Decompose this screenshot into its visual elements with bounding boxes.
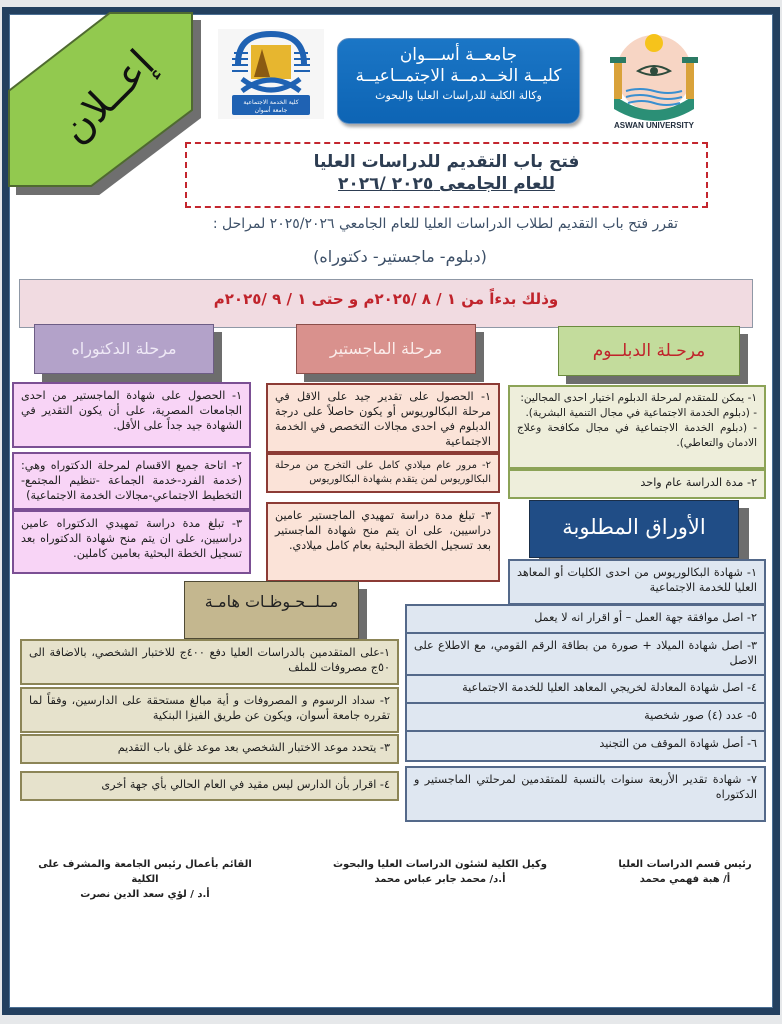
document-item-1: ١- شهادة البكالوريوس من احدى الكليات أو المعاهد العليا للخدمة الاجتماعية: [508, 559, 766, 605]
signature-name: أ.د/ محمد جابر عباس محمد: [374, 874, 506, 885]
stage-masters-title: مرحلة الماجستير: [296, 324, 476, 374]
masters-item-1: ١- الحصول على تقدير جيد على الاقل في مرحلة البكالوريوس أو يكون حاصلاً على درجة الدبلوم في احدى مجالات التخصص في الخدمة الاجتماعية: [266, 383, 500, 453]
masters-item-2: ٢- مرور عام ميلادي كامل على التخرج من مرحلة البكالوريوس لمن يتقدم بشهادة البكالوريوس: [266, 453, 500, 493]
document-item-4: ٤- اصل شهادة المعادلة لخريجي المعاهد العليا للخدمة الاجتماعية: [405, 674, 766, 704]
faculty-header: [337, 38, 580, 124]
announcement-text: إعــلان: [52, 41, 164, 153]
faculty-name: كليــة الخــدمــة الاجتمــاعيــة: [355, 66, 562, 86]
university-logo-caption: ASWAN UNIVERSITY: [613, 121, 695, 130]
stage-phd-title: مرحلة الدكتوراه: [34, 324, 214, 374]
note-item-4: ٤- اقرار بأن الدارس ليس مقيد في العام الحالي بأي جهة أخرى: [20, 771, 399, 801]
university-name: جامعــة أســـوان: [399, 45, 518, 65]
signature-role: القائم بأعمال رئيس الجامعة والمشرف على الكلية: [38, 859, 252, 885]
signature-name: أ.د / لؤي سعد الدين نصرت: [80, 889, 210, 900]
signature-role: رئيس قسم الدراسات العليا: [618, 859, 752, 870]
phd-item-1: ١- الحصول على شهادة الماجستير من احدى الجامعات المصرية، على أن يكون التقدير في الشهادة جيد جداً على الأقل.: [12, 382, 251, 448]
office-name: وكالة الكلية للدراسات العليا والبحوث: [375, 89, 542, 102]
signature-block: [25, 857, 265, 902]
programs-text: (دبلوم- ماجستير- دكتوراه): [313, 247, 487, 266]
title-line-2: للعام الجامعى ٢٠٢٥ /٢٠٢٦: [338, 174, 555, 194]
phd-item-2: ٢- اتاحة جميع الاقسام لمرحلة الدكتوراه وهي:(خدمة الفرد-خدمة الجماعة -تنظيم المجتمع- التخطيط الاجتماعي-مجالات الخدمة الاجتماعية): [12, 452, 251, 510]
signature-role: وكيل الكلية لشئون الدراسات العليا والبحوث: [332, 859, 548, 870]
faculty-logo-caption-2: جامعة أسوان: [254, 107, 288, 114]
document-item-6: ٦- أصل شهادة الموقف من التجنيد: [405, 730, 766, 762]
signature-name: أ/ هبة فهمي محمد: [639, 874, 731, 885]
signature-block: [320, 857, 560, 887]
application-dates: وذلك بدءاً من ١ / ٨ /٢٠٢٥م و حتى ١ / ٩ /٢٠٢٥م: [19, 279, 753, 328]
document-item-7: ٧- شهادة تقدير الأربعة سنوات بالنسبة للمتقدمين لمرحلتي الماجستير و الدكتوراه: [405, 766, 766, 822]
note-item-1: ١-على المتقدمين بالدراسات العليا دفع ٤٠٠ج للاختبار الشخصي، بالاضافة الى ٥٠ج مصروفات للملف: [20, 639, 399, 685]
signature-block: [600, 857, 770, 887]
university-logo: [604, 25, 704, 135]
document-item-2: ٢- اصل موافقة جهة العمل – أو اقرار انه لا يعمل: [405, 604, 766, 634]
masters-item-3: ٣- تبلغ مدة دراسة تمهيدي الماجستير عامين دراسيين، على ان يتم منح شهادة الماجستير بعد تسجيل الخطة البحثية بعام كامل ميلادي.: [266, 502, 500, 582]
document-item-3: ٣- اصل شهادة الميلاد + صورة من بطاقة الرقم القومي، مع الاطلاع على الاصل: [405, 632, 766, 676]
stage-diploma-title: مرحـلة الدبلــوم: [558, 326, 740, 376]
diploma-item-1: ١- يمكن للمتقدم لمرحلة الدبلوم اختيار احدى المجالين: - (دبلوم الخدمة الاجتماعية في مجال التنمية البشرية). - (دبلوم الخدمة الاجتماعية في مجال مكافحة وعلاج الادمان والتعاطي).: [508, 385, 766, 469]
document-item-5: ٥- عدد (٤) صور شخصية: [405, 702, 766, 732]
phd-item-3: ٣- تبلغ مدة دراسة تمهيدي الدكتوراه عامين دراسيين، على ان يتم منح شهادة الدكتوراه بعد تسجيل الخطة البحثية بعامين كاملين.: [12, 510, 251, 574]
faculty-logo: [218, 29, 324, 119]
title-box: [185, 142, 708, 208]
diploma-item-2: ٢- مدة الدراسة عام واحد: [508, 469, 766, 499]
intro-text: تقرر فتح باب التقديم لطلاب الدراسات العليا للعام الجامعي ٢٠٢٥/٢٠٢٦ لمراحل :: [212, 216, 678, 232]
note-item-2: ٢- سداد الرسوم و المصروفات و أية مبالغ مستحقة على الدارسين، وفقاً لما تقرره جامعة أسوان، ويكون عن طريق الفيزا البنكية: [20, 687, 399, 733]
required-documents-title: الأوراق المطلوبة: [529, 500, 739, 558]
note-item-3: ٣- يتحدد موعد الاختبار الشخصي بعد موعد غلق باب التقديم: [20, 734, 399, 764]
faculty-logo-caption-1: كلية الخدمة الاجتماعية: [243, 99, 299, 106]
notes-title: مــلــحـوظـات هامـة: [184, 581, 359, 639]
announcement-badge: [8, 12, 200, 192]
title-line-1: فتح باب التقديم للدراسات العليا: [313, 152, 580, 172]
